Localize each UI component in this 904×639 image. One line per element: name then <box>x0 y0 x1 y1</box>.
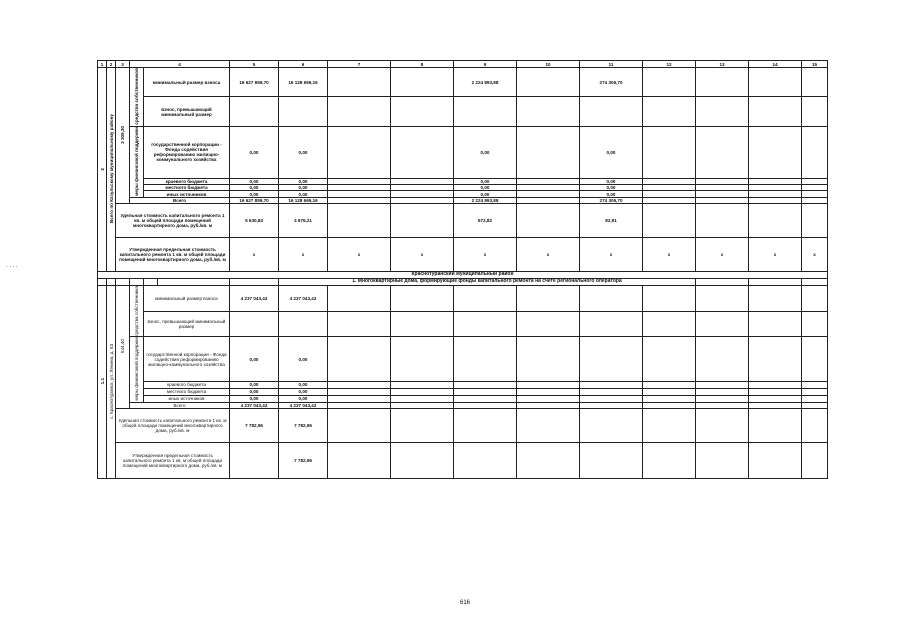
value-c11: 0,00 <box>580 126 643 178</box>
x-mark: х <box>696 237 749 271</box>
col-15: 15 <box>802 61 828 68</box>
finance-support-cell <box>130 337 144 403</box>
row-number: 1.1 <box>99 378 105 385</box>
value-c11: 0,00 <box>580 185 643 191</box>
value-c5: 4 237 043,42 <box>230 285 279 311</box>
x-mark: х <box>454 237 517 271</box>
value-c6: 0,00 <box>279 126 328 178</box>
row-label: государственной корпорации - Фонда содействия реформированию жилищно-коммунального хозяйства <box>144 126 230 178</box>
x-mark: х <box>391 237 454 271</box>
value-c5: 5 630,84 <box>230 203 279 237</box>
row-label: минимальный размер взноса <box>144 285 230 311</box>
x-mark: х <box>802 237 828 271</box>
value-c5: 7 782,96 <box>230 409 279 443</box>
value-c6: 0,00 <box>279 191 328 197</box>
table-row <box>98 409 828 443</box>
value-c6: 4 237 043,42 <box>279 403 328 409</box>
value-c9: 0,00 <box>454 191 517 197</box>
value-c9: 2 224 893,88 <box>454 68 517 97</box>
value-c6: 7 782,96 <box>279 443 328 479</box>
col-10: 10 <box>517 61 580 68</box>
address-label: с. Краснотуранск, ул. Ленина, д. 53 <box>108 343 114 419</box>
margin-dots: . . . . <box>6 263 18 269</box>
value-c5: 0,00 <box>230 178 279 184</box>
value-c5: 16 627 859,70 <box>230 68 279 97</box>
table-row <box>98 311 828 337</box>
value-c9: 672,82 <box>454 203 517 237</box>
x-mark: х <box>279 237 328 271</box>
row-label: государственной корпорации - Фонда содействия реформированию жилищно-коммунального хозяйства <box>144 337 230 381</box>
value-c5: 16 627 859,70 <box>230 197 279 203</box>
table-row <box>98 337 828 381</box>
area-cell <box>116 285 130 408</box>
row-label: минимальный размер взноса <box>144 68 230 97</box>
value-c11: 0,00 <box>580 191 643 197</box>
col-3: 3 <box>116 61 130 68</box>
row-label-total: Всего <box>130 197 230 203</box>
district-cell <box>107 68 116 272</box>
finance-support-label: меры финансовой поддержки <box>134 337 139 401</box>
value-c5: 0,00 <box>230 381 279 388</box>
col-14: 14 <box>749 61 802 68</box>
col-5: 5 <box>230 61 279 68</box>
col-9: 9 <box>454 61 517 68</box>
x-mark: х <box>643 237 696 271</box>
value-c6: 4 876,21 <box>279 203 328 237</box>
value-c6: 0,00 <box>279 395 328 402</box>
owner-funds-label: средства собственников <box>134 68 139 125</box>
owner-funds-cell <box>130 68 144 127</box>
x-mark: х <box>580 237 643 271</box>
section-subtitle: 1. Многоквартирные дома, формирующие фонды капитального ремонта на счете регионального оператора <box>279 278 696 285</box>
owner-funds-label: средства собственника <box>134 285 139 336</box>
value-c6: 7 782,96 <box>279 409 328 443</box>
col-7: 7 <box>328 61 391 68</box>
limit-cost-label: Утвержденная предельная стоимость капитального ремонта 1 кв. м общей площади помещений многоквартирного дома, руб./кв. м <box>116 443 230 479</box>
row-label: краевого бюджета <box>144 178 230 184</box>
section-title: Краснотуранский муниципальный район <box>98 271 828 278</box>
value-c11: 274 306,70 <box>580 68 643 97</box>
value-c5: 0,00 <box>230 395 279 402</box>
table-row <box>98 395 828 402</box>
section-subtitle-row <box>98 278 828 285</box>
unit-cost-label: Удельная стоимость капитального ремонта 1 кв. м общей площади помещений многоквартирного дома, руб./кв. м <box>116 203 230 237</box>
col-8: 8 <box>391 61 454 68</box>
row-label: взнос, превышающий минимальный размер <box>144 311 230 337</box>
value-c11: 274 306,70 <box>580 197 643 203</box>
finance-support-cell <box>130 126 144 197</box>
value-c9: 0,00 <box>454 178 517 184</box>
row-label: иных источников <box>144 395 230 402</box>
value-c5: 0,00 <box>230 185 279 191</box>
value-c6: 0,00 <box>279 337 328 381</box>
col-6: 6 <box>279 61 328 68</box>
area-value: 544,40 <box>120 339 125 354</box>
value-c6: 0,00 <box>279 381 328 388</box>
table-row <box>98 97 828 126</box>
section-title-row <box>98 271 828 278</box>
row-label: местного бюджета <box>144 388 230 395</box>
value-c6: 4 237 043,42 <box>279 285 328 311</box>
document-sheet <box>97 60 828 468</box>
area-value: 3 309,30 <box>120 125 125 144</box>
value-c5: 4 237 043,42 <box>230 403 279 409</box>
table-row <box>98 381 828 388</box>
value-c11: 82,91 <box>580 203 643 237</box>
col-4: 4 <box>130 61 230 68</box>
value-c6: 16 128 669,16 <box>279 68 328 97</box>
finance-support-label: меры финансовой поддержки <box>134 126 139 196</box>
row-number-cell <box>98 68 107 272</box>
row-label: краевого бюджета <box>144 381 230 388</box>
x-mark: х <box>517 237 580 271</box>
table-row <box>98 285 828 311</box>
value-c5: 0,00 <box>230 126 279 178</box>
row-label: местного бюджета <box>144 185 230 191</box>
district-label: Всего по Казульскому муниципальному району <box>108 114 114 224</box>
table-row <box>98 388 828 395</box>
value-c5: 0,00 <box>230 337 279 381</box>
value-c9: 2 224 893,88 <box>454 197 517 203</box>
value-c6: 16 128 669,16 <box>279 197 328 203</box>
col-13: 13 <box>696 61 749 68</box>
capital-repair-table <box>97 60 828 479</box>
unit-cost-label: Удельная стоимость капитального ремонта 1 кв. м общей площади помещений многоквартирного дома, руб./кв. м <box>116 409 230 443</box>
col-1: 1 <box>98 61 107 68</box>
value-c6: 0,00 <box>279 185 328 191</box>
value-c9: 0,00 <box>454 185 517 191</box>
table-row <box>98 203 828 237</box>
row-label-total: Всего <box>130 403 230 409</box>
table-row <box>98 443 828 479</box>
row-label: взнос, превышающий минимальный размер <box>144 97 230 126</box>
row-number-cell <box>98 285 107 478</box>
table-row <box>98 68 828 97</box>
col-12: 12 <box>643 61 696 68</box>
table-row <box>98 126 828 178</box>
value-c11: 0,00 <box>580 178 643 184</box>
value-c5: 0,00 <box>230 388 279 395</box>
area-cell <box>116 68 130 204</box>
page-number: 616 <box>460 600 471 606</box>
value-c6: 0,00 <box>279 178 328 184</box>
x-mark: х <box>328 237 391 271</box>
row-number: 2 <box>99 168 105 171</box>
owner-funds-cell <box>130 285 144 337</box>
value-c5: 0,00 <box>230 191 279 197</box>
address-cell <box>107 285 116 478</box>
col-2: 2 <box>107 61 116 68</box>
value-c9: 0,00 <box>454 126 517 178</box>
limit-cost-label: Утвержденная предельная стоимость капитального ремонта 1 кв. м общей площади помещений многоквартирного дома, руб./кв. м <box>116 237 230 271</box>
x-mark: х <box>230 237 279 271</box>
value-c6: 0,00 <box>279 388 328 395</box>
table-row <box>98 237 828 271</box>
column-number-row <box>98 61 828 68</box>
col-11: 11 <box>580 61 643 68</box>
x-mark: х <box>749 237 802 271</box>
row-label: иных источников <box>144 191 230 197</box>
